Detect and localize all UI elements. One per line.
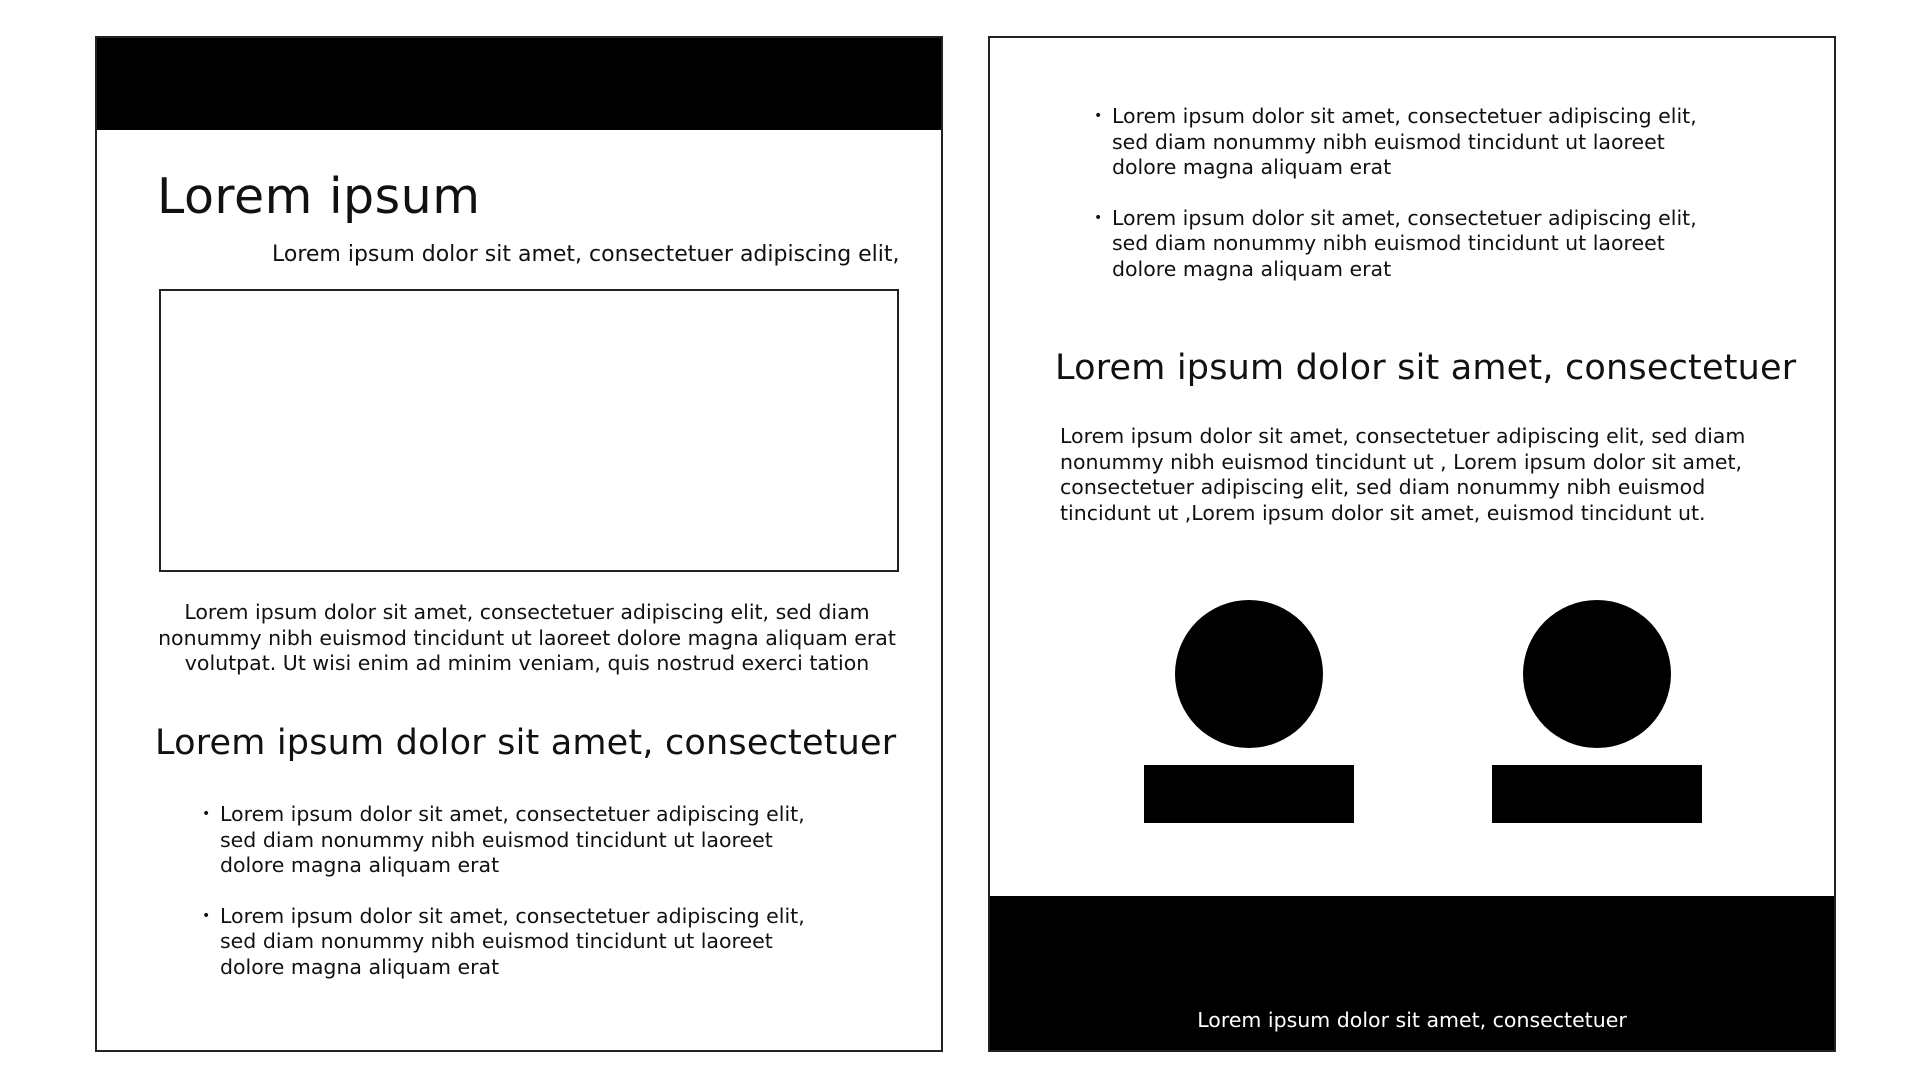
avatar-icon — [1523, 600, 1671, 748]
header-bar — [97, 38, 941, 130]
body-paragraph: Lorem ipsum dolor sit amet, consectetuer adipiscing elit, sed diam nonummy nibh euismod tincidunt ut , Lorem ipsum dolor sit amet, consectetuer adipiscing elit, sed diam nonummy nibh euismod tincidunt ut ,Lorem ipsum dolor sit amet, euismod tincidunt ut. — [1060, 424, 1746, 525]
list-item — [202, 802, 842, 879]
section-heading: Lorem ipsum dolor sit amet, consectetuer — [155, 723, 897, 763]
list-item — [1094, 104, 1734, 181]
list-item-text: Lorem ipsum dolor sit amet, consectetuer adipiscing elit, sed diam nonummy nibh euismod tincidunt ut laoreet dolore magna aliquam erat — [220, 802, 805, 877]
bullet-icon: • — [1094, 108, 1103, 124]
left-page — [95, 36, 943, 1052]
footer-text: Lorem ipsum dolor sit amet, consectetuer — [1197, 1008, 1627, 1032]
page-subtitle: Lorem ipsum dolor sit amet, consectetuer adipiscing elit, — [272, 242, 900, 267]
list-item-text: Lorem ipsum dolor sit amet, consectetuer adipiscing elit, sed diam nonummy nibh euismod tincidunt ut laoreet dolore magna aliquam erat — [1112, 104, 1697, 179]
right-page — [988, 36, 1836, 1052]
bullet-icon: • — [1094, 209, 1103, 226]
bullet-list — [202, 802, 842, 1005]
avatar-icon — [1175, 600, 1323, 748]
avatar-name-placeholder — [1144, 765, 1354, 823]
bullet-icon: • — [202, 806, 211, 822]
image-placeholder — [159, 289, 899, 572]
list-item-text: Lorem ipsum dolor sit amet, consectetuer adipiscing elit, sed diam nonummy nibh euismod tincidunt ut laoreet dolore magna aliquam erat — [220, 903, 805, 979]
bullet-icon: • — [202, 907, 211, 924]
avatar-name-placeholder — [1492, 765, 1702, 823]
list-item — [202, 904, 842, 981]
bullet-list — [1094, 104, 1734, 307]
image-caption: Lorem ipsum dolor sit amet, consectetuer adipiscing elit, sed diam nonummy nibh euismod tincidunt ut laoreet dolore magna aliquam erat volutpat. Ut wisi enim ad minim veniam, quis nostrud exerci tation — [158, 600, 896, 675]
list-item — [1094, 206, 1734, 283]
list-item-text: Lorem ipsum dolor sit amet, consectetuer adipiscing elit, sed diam nonummy nibh euismod tincidunt ut laoreet dolore magna aliquam erat — [1112, 205, 1697, 281]
page-title: Lorem ipsum — [157, 168, 481, 225]
section-heading: Lorem ipsum dolor sit amet, consectetuer — [1055, 348, 1797, 388]
